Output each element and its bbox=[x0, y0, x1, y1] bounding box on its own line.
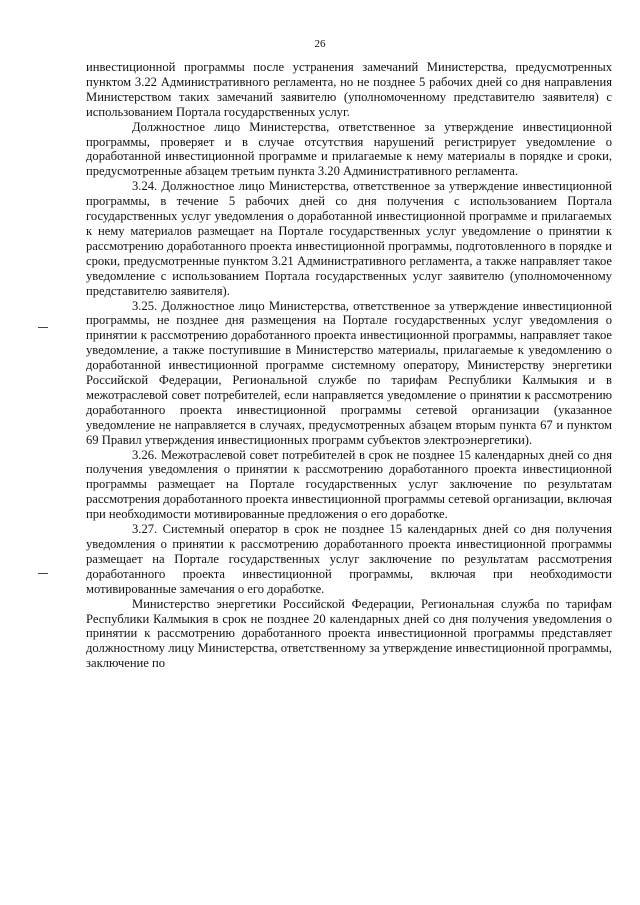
paragraph: 3.25. Должностное лицо Министерства, ответственное за утверждение инвестиционной программы, не позднее дня размещения на Портале государственных услуг уведомления о принятии к рассмотрению доработанного проекта инвестиционной программы, направляет такое уведомление, а также поступившие в Министерство материалы, прилагаемые к уведомлению о доработанной инвестиционной программе системному оператору, Министерству энергетики Российской Федерации, Региональной службе по тарифам Республики Калмыкия и в межотраслевой совет потребителей, если направляется уведомление о принятии к рассмотрению доработанного проекта инвестиционной программы сетевой организации (указанное уведомление не направляется в случаях, предусмотренных абзацем вторым пункта 67 и пунктом 69 Правил утверждения инвестиционных программ субъектов электроэнергетики). bbox=[86, 298, 612, 447]
paragraph: 3.24. Должностное лицо Министерства, ответственное за утверждение инвестиционной программы, в течение 5 рабочих дней со дня получения с использованием Портала государственных услуг уведомления о доработанной инвестиционной программе и прилагаемых к нему материалов размещает на Портале государственных услуг уведомление о принятии к рассмотрению доработанного проекта инвестиционной программы, подготовленного в порядке и сроки, предусмотренные пунктом 3.21 Административного регламента, а также направляет такое уведомление с использованием Портала государственных услуг заявителю (уполномоченному представителю заявителя). bbox=[86, 179, 612, 298]
page-number: 26 bbox=[314, 38, 326, 50]
paragraph: Министерство энергетики Российской Федерации, Региональная служба по тарифам Республики Калмыкия в срок не позднее 20 календарных дней со дня получения уведомления о принятии к рассмотрению доработанного проекта инвестиционной программы представляет должностному лицу Министерства, ответственному за утверждение инвестиционной программы, заключение по bbox=[86, 596, 612, 671]
margin-mark bbox=[38, 327, 48, 328]
document-body bbox=[86, 60, 612, 671]
paragraph: инвестиционной программы после устранения замечаний Министерства, предусмотренных пунктом 3.22 Административного регламента, но не позднее 5 рабочих дней со дня направления Министерством таких замечаний заявителю (уполномоченному представителю заявителя) с использованием Портала государственных услуг. bbox=[86, 60, 612, 119]
margin-mark bbox=[38, 573, 48, 574]
paragraph: 3.26. Межотраслевой совет потребителей в срок не позднее 15 календарных дней со дня получения уведомления о принятии к рассмотрению доработанного проекта инвестиционной программы размещает на Портале государственных услуг заключение по результатам рассмотрения доработанного проекта инвестиционной программы сетевой организации, включая при необходимости мотивированные предложения о его доработке. bbox=[86, 447, 612, 522]
paragraph: 3.27. Системный оператор в срок не позднее 15 календарных дней со дня получения уведомления о принятии к рассмотрению доработанного проекта инвестиционной программы размещает на Портале государственных услуг заключение по результатам рассмотрения доработанного проекта инвестиционной программы, включая при необходимости мотивированные замечания о его доработке. bbox=[86, 522, 612, 596]
paragraph: Должностное лицо Министерства, ответственное за утверждение инвестиционной программы, проверяет и в случае отсутствия нарушений регистрирует уведомление о доработанной инвестиционной программе и прилагаемые к нему материалы в порядке и сроки, предусмотренные абзацем третьим пункта 3.20 Административного регламента. bbox=[86, 119, 612, 179]
